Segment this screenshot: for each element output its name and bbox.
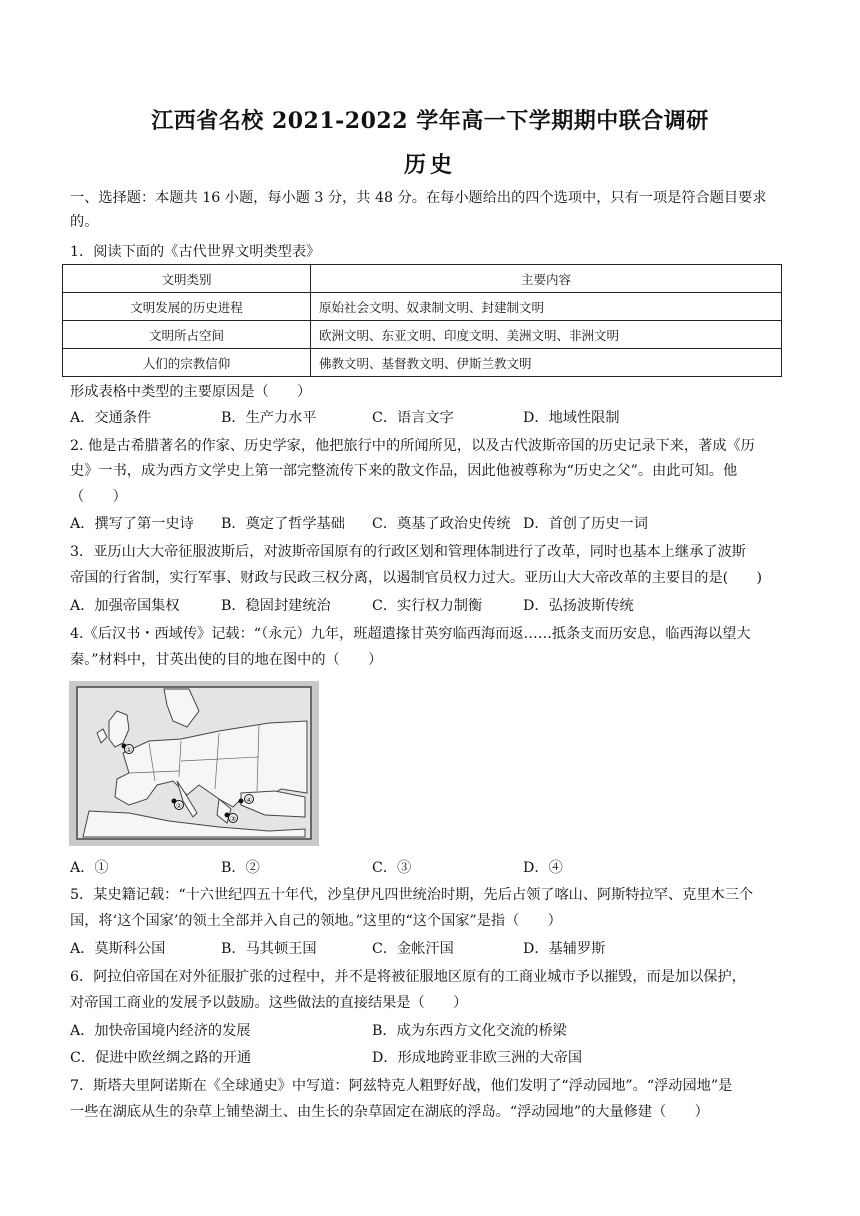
q1-option-b[interactable]: B．生产力水平 [221, 410, 317, 426]
q3-option-a[interactable]: A．加强帝国集权 [70, 598, 180, 614]
q3-line-1: 3．亚历山大大帝征服波斯后，对波斯帝国原有的行政区划和管理体制进行了改革，同时也基本上继承了波斯 [70, 544, 746, 560]
table-cell: 欧洲文明、东亚文明、印度文明、美洲文明、非洲文明 [311, 321, 782, 349]
q3-line-2: 帝国的行省制，实行军事、财政与民政三权分离，以遏制官员权力过大。亚历山大大帝改革的主要目的是( ) [70, 570, 763, 586]
q4-line-1: 4.《后汉书・西域传》记载：“（永元）九年，班超遣掾甘英穷临西海而返……抵条支而历安息，临西海以望大 [70, 626, 751, 642]
q2-option-d[interactable]: D．首创了历史一词 [523, 516, 648, 532]
q2-line-2: 史》一书，成为西方文学史上第一部完整流传下来的散文作品，因此他被尊称为“历史之父”。由此可知。他 [70, 463, 738, 479]
q3-option-b[interactable]: B．稳固封建统治 [221, 598, 331, 614]
q2-line-1: 2. 他是古希腊著名的作家、历史学家，他把旅行中的所闻所见，以及古代波斯帝国的历史记录下来，著成《历 [70, 438, 755, 454]
q5-option-d[interactable]: D．基辅罗斯 [523, 941, 606, 957]
q3-option-c[interactable]: C．实行权力制衡 [372, 598, 483, 614]
map-marker-3-label: ③ [229, 815, 237, 823]
q6-option-a[interactable]: A．加快帝国境内经济的发展 [70, 1023, 251, 1039]
q5-option-c[interactable]: C．金帐汗国 [372, 941, 454, 957]
q2-line-3: （ ） [70, 489, 127, 505]
q7-line-2: 一些在湖底从生的杂草上铺垫湖土、由生长的杂草固定在湖底的浮岛。“浮动园地”的大量修建（ ） [70, 1104, 709, 1120]
q1-option-a[interactable]: A．交通条件 [70, 410, 152, 426]
q6-option-d[interactable]: D．形成地跨亚非欧三洲的大帝国 [372, 1050, 583, 1066]
q2-option-c[interactable]: C．奠基了政治史传统 [372, 516, 511, 532]
q4-option-d[interactable]: D．④ [523, 860, 563, 876]
q4-option-c[interactable]: C．③ [372, 860, 412, 876]
q5-option-a[interactable]: A．莫斯科公国 [70, 941, 166, 957]
q5-option-b[interactable]: B．马其顿王国 [221, 941, 317, 957]
table-header-row [63, 265, 782, 293]
subject-title: 历史 [403, 152, 456, 178]
civilization-types-table [62, 264, 782, 377]
q4-line-2: 秦。”材料中，甘英出使的目的地在图中的（ ） [70, 652, 383, 668]
q5-line-2: 国，将‘这个国家’的领土全部并入自己的领地。”这里的“这个国家”是指（ ） [70, 913, 562, 929]
table-cell: 原始社会文明、奴隶制文明、封建制文明 [311, 293, 782, 321]
q1-option-c[interactable]: C．语言文字 [372, 410, 454, 426]
q7-line-1: 7．斯塔夫里阿诺斯在《全球通史》中写道：阿兹特克人粗野好战，他们发明了“浮动园地”。“浮动园地”是 [70, 1078, 733, 1094]
q1-stem: 1．阅读下面的《古代世界文明类型表》 [70, 244, 321, 260]
table-cell: 佛教文明、基督教文明、伊斯兰教文明 [311, 349, 782, 377]
q2-option-a[interactable]: A．撰写了第一史诗 [70, 516, 194, 532]
map-drawing [69, 681, 319, 846]
map-marker-2-label: ② [175, 802, 183, 810]
table-row [63, 349, 782, 377]
map-marker-4-label: ④ [245, 796, 253, 804]
q6-option-b[interactable]: B．成为东西方文化交流的桥梁 [372, 1023, 567, 1039]
q4-option-b[interactable]: B．② [221, 860, 260, 876]
map-marker-1-label: ① [125, 746, 133, 754]
table-cell: 文明发展的历史进程 [63, 293, 311, 321]
q2-option-b[interactable]: B．奠定了哲学基础 [221, 516, 345, 532]
q1-question: 形成表格中类型的主要原因是（ ） [70, 384, 312, 400]
table-cell: 文明所占空间 [63, 321, 311, 349]
q6-line-2: 对帝国工商业的发展予以鼓励。这些做法的直接结果是（ ） [70, 995, 468, 1011]
exam-title: 江西省名校 2021-2022 学年高一下学期期中联合调研 [151, 108, 709, 134]
q5-line-1: 5．某史籍记载：“十六世纪四五十年代，沙皇伊凡四世统治时期，先后占领了喀山、阿斯特拉罕、克里木三个 [70, 887, 754, 903]
section-instructions-line-2: 的。 [70, 214, 99, 230]
table-row [63, 293, 782, 321]
q1-option-d[interactable]: D．地域性限制 [523, 410, 620, 426]
section-instructions-line-1: 一、选择题：本题共 16 小题，每小题 3 分，共 48 分。在每小题给出的四个选项中，只有一项是符合题目要求 [70, 190, 767, 206]
table-cell: 人们的宗教信仰 [63, 349, 311, 377]
map-marker-4-dot [239, 799, 244, 804]
europe-map [69, 681, 319, 846]
q3-option-d[interactable]: D．弘扬波斯传统 [523, 598, 634, 614]
table-header-cell: 文明类别 [63, 265, 311, 293]
q6-line-1: 6．阿拉伯帝国在对外征服扩张的过程中，并不是将被征服地区原有的工商业城市予以摧毁，而是加以保护， [70, 969, 746, 985]
q6-option-c[interactable]: C．促进中欧丝绸之路的开通 [70, 1050, 252, 1066]
table-header-cell: 主要内容 [311, 265, 782, 293]
q4-option-a[interactable]: A．① [70, 860, 109, 876]
table-row [63, 321, 782, 349]
